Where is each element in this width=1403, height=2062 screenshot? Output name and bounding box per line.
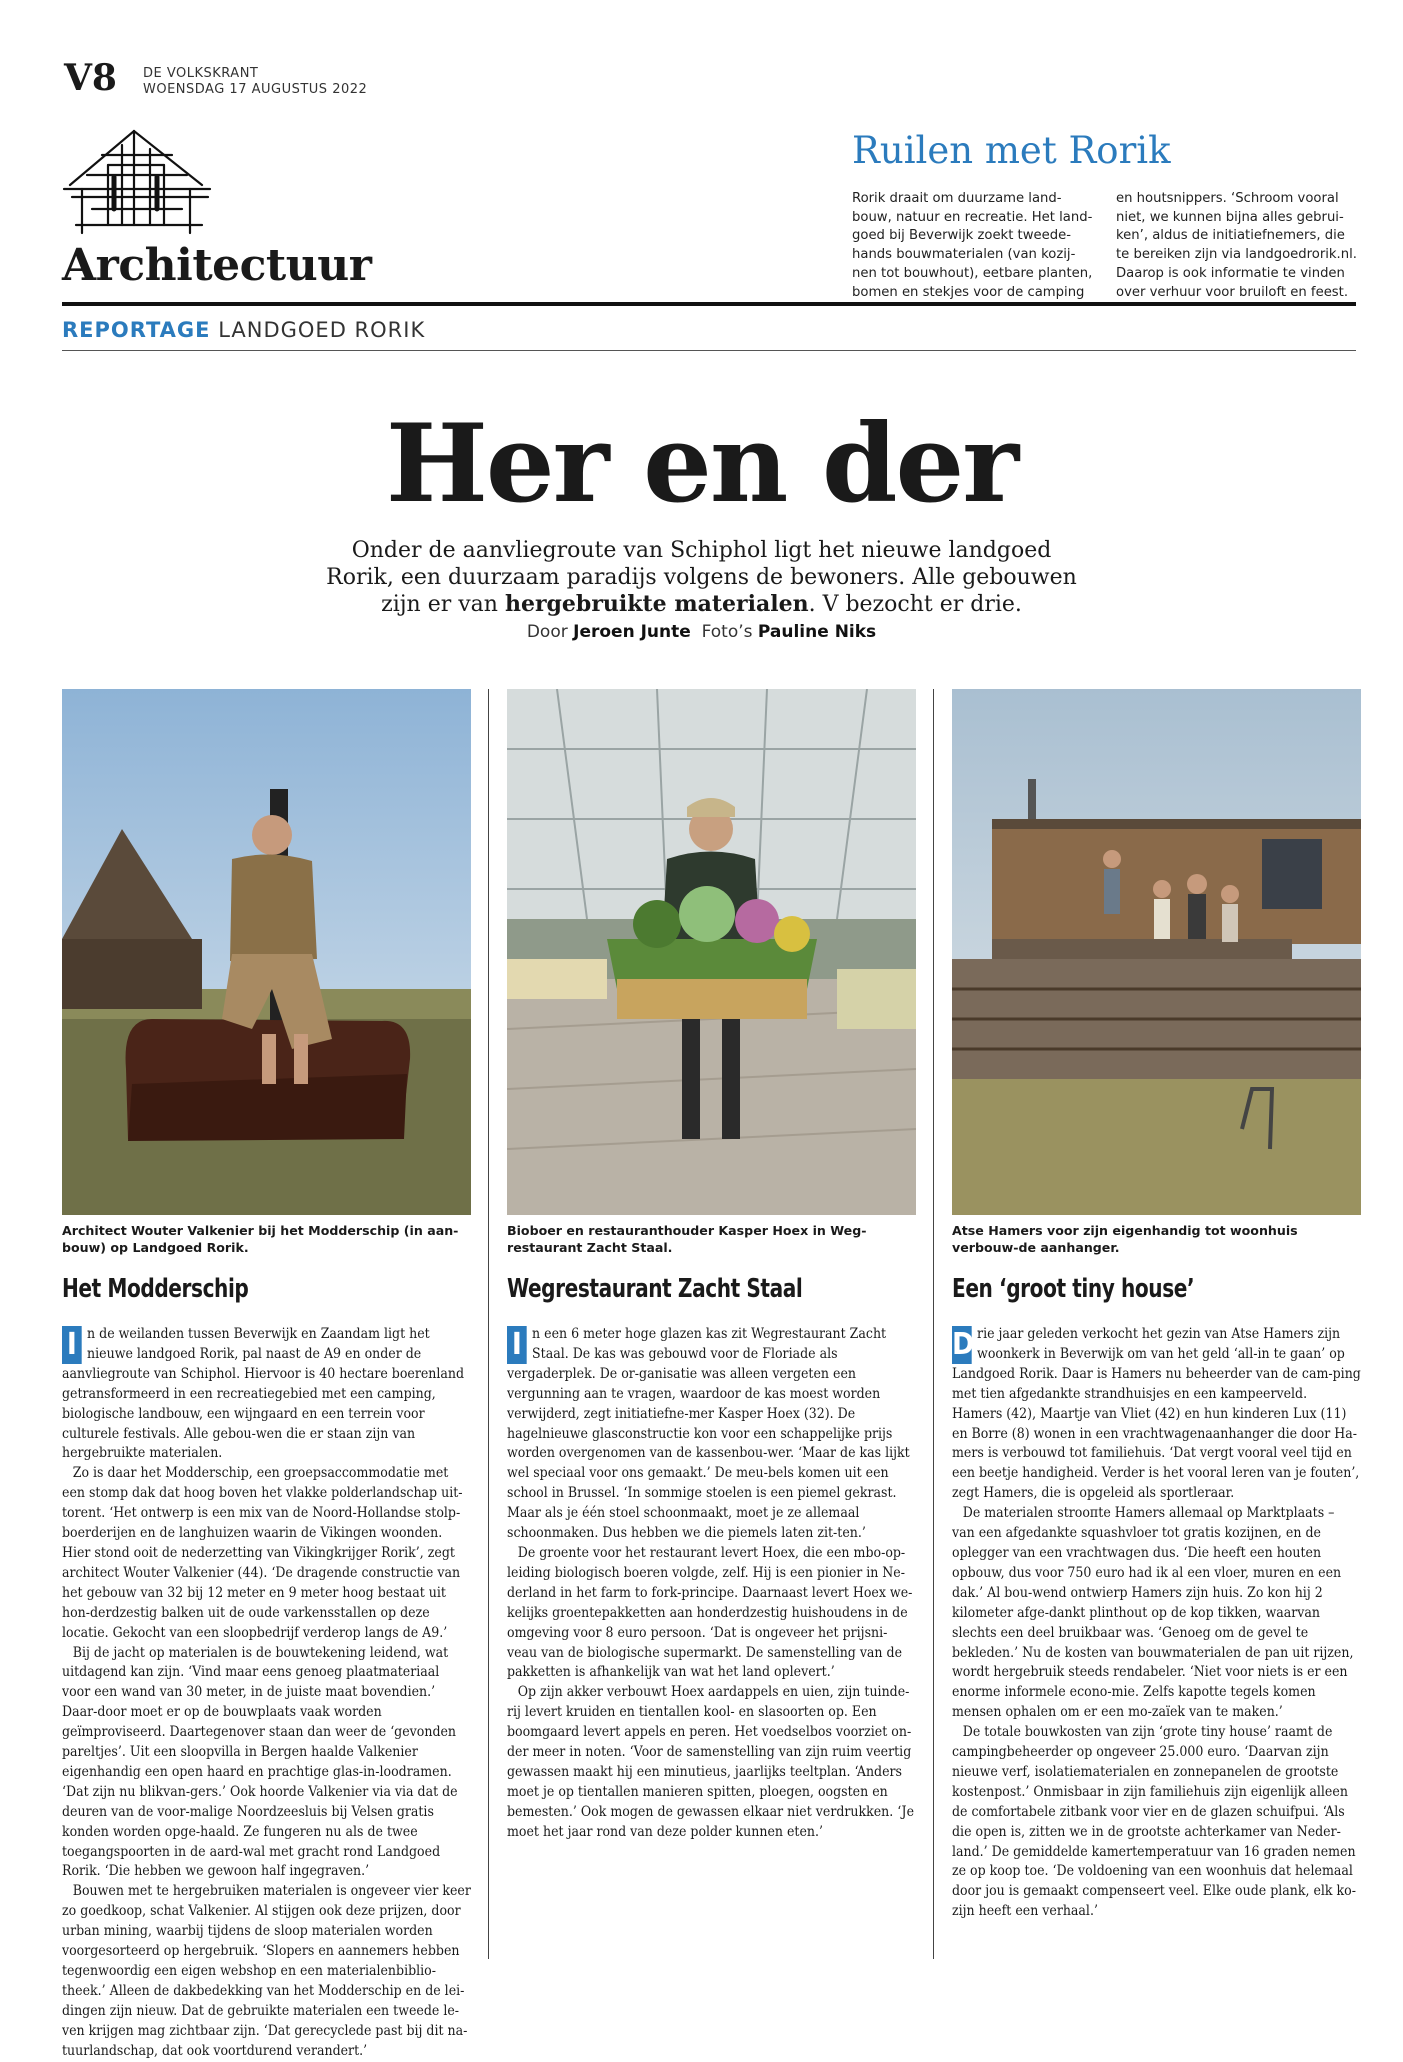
paragraph [507, 1325, 916, 1544]
paragraph: Bij de jacht op materialen is de bouwtekening leidend, wat uitdagend kan zijn. ‘Vind maar eens genoeg plaatmateriaal voor een wand van 30 meter, in de juiste maat bovendien.’ Daar-door moet er op de bouwplaats vaak worden geïmproviseerd. Daartegenover staan dan weer de ‘gevonden pareltjes’. Uit een sloopvilla in Bergen haalde Valkenier eigenhandig een open haard en prachtige glas-in-loodramen. ‘Dat zijn nu blikvan-gers.’ Ook hoorde Valkenier via via dat de deuren van de voor-malige Noordzeesluis bij Velsen gratis konden worden opge-haald. Ze fungeren nu als de twee toegangspoorten in de aard-wal met gracht rond Landgoed Rorik. ‘Die hebben we gewoon half ingegraven.’ [62, 1644, 458, 1880]
paragraph: De totale bouwkosten van zijn ‘grote tiny house’ raamt de campingbeheerder op ongeveer 25.000 euro. ‘Daarvan zijn nieuwe verf, isolatiematerialen en zonnepanelen de grootste kostenpost.’ Onmisbaar in zijn familiehuis zijn eigenlijk alleen de comfortabele zitbank voor vier en de glazen schuifpui. ‘Als die open is, zitten we in de grootste achterkamer van Neder-land.’ De gemiddelde kamertemperatuur van 16 graden nemen ze op koop toe. ‘De voldoening van een woonhuis dat helemaal door jou is gemaakt compenseert veel. Elke oude plank, elk ko-zijn heeft een verhaal.’ [952, 1724, 1356, 1920]
page-number: V8 [64, 57, 117, 99]
photo-modderschip [62, 689, 471, 1215]
column-rule [488, 689, 489, 1959]
sidebar-box-title: Ruilen met Rorik [852, 129, 1171, 172]
architecture-sketch-logo [62, 125, 212, 237]
section-title: Architectuur [62, 240, 372, 291]
publication-name: DE VOLKSKRANT [143, 66, 259, 81]
kicker-label: REPORTAGE [62, 318, 211, 342]
intro-text: Onder de aanvliegroute van Schiphol ligt het nieuwe landgoed Rorik, een duurzaam paradijs volgens de bewoners. Alle gebouwen zijn er van [326, 538, 1077, 617]
photo-caption: Architect Wouter Valkenier bij het Modderschip (in aan-bouw) op Landgoed Rorik. [62, 1223, 459, 1255]
byline [320, 622, 1083, 642]
photo-tiny-house [952, 689, 1361, 1215]
sidebar-box-text-col1: Rorik draait om duurzame land-bouw, natuur en recreatie. Het land-goed bij Beverwijk zoekt tweede-hands bouwmaterialen (van kozij-nen tot bouwhout), eetbare planten, bomen en stekjes voor de camping [852, 191, 1093, 300]
column-rule [933, 689, 934, 1959]
subhead: Het Modderschip [62, 1274, 249, 1304]
byline-fotos: Foto’s [701, 622, 753, 642]
paragraph: De groente voor het restaurant levert Hoex, die een mbo-op-leiding biologisch boeren volgde, zelf. Hij is een pionier in Ne-derland in het farm to fork-principe. Daarnaast levert Hoex we-kelijks groentepakketten aan honderdzestig huishoudens in de omgeving voor 8 euro persoon. ‘Dat is ongeveer het prijsni-veau van de biologische supermarkt. De samenstelling van de pakketten is afhankelijk van wat het land oplevert.’ [507, 1544, 913, 1681]
intro [320, 537, 1083, 618]
paragraph: Bouwen met te hergebruiken materialen is ongeveer vier keer zo goedkoop, schat Valkenier. Al stijgen ook deze prijzen, door urban mining, waarbij tijdens de sloop materialen worden voorgesorteerd op hergebruik. ‘Slopers en aannemers hebben tegenwoordig een eigen webshop en een materialenbiblio-theek.’ Alleen de dakbedekking van het Modderschip en de lei-dingen zijn nieuw. Dat de gebruikte materialen een tweede le-ven krijgen mag zichtbaar zijn. ‘Dat gerecyclede past bij dit na-tuurlandschap, dat ook voortdurend verandert.’ [62, 1883, 471, 2059]
drop-cap: D [952, 1327, 975, 1362]
paragraph-text: n de weilanden tussen Beverwijk en Zaandam ligt het nieuwe landgoed Rorik, pal naast de A9 en onder de aanvliegroute van Schiphol. Hiervoor is 40 hectare boerenland getransformeerd in een recreatiegebied met een camping, biologische landbouw, een wijngaard en een terrein voor culturele festivals. Alle gebou-wen die er staan zijn van hergebruikte materialen. [62, 1326, 465, 1462]
drop-cap: I [62, 1326, 82, 1364]
intro-text-end: . V bezocht er drie. [808, 592, 1022, 617]
sidebar-box-text-col2: en houtsnippers. ‘Schroom vooral niet, we kunnen bijna alles gebrui-ken’, aldus de initiatiefnemers, die te bereiken zijn via landgoedrorik.nl. Daarop is ook informatie te vinden over verhuur voor bruiloft en feest. [1116, 191, 1357, 300]
subhead: Een ‘groot tiny house’ [952, 1274, 1195, 1304]
byline-author: Jeroen Junte [573, 622, 691, 642]
paragraph: Op zijn akker verbouwt Hoex aardappels en uien, zijn tuinde-rij levert kruiden en tientallen kool- en slasoorten op. Een boomgaard levert appels en peren. Het voedselbos voorziet on-der meer in noten. ‘Voor de samenstelling van zijn ruim veertig gewassen maakt hij een minutieus, jaarlijks teeltplan. ‘Anders moet je op tientallen manieren spitten, ploegen, oogsten en bemesten.’ Ook mogen de gewassen elkaar niet verdrukken. ‘Je moet het jaar rond van deze polder kunnen eten.’ [507, 1684, 915, 1840]
photo-caption: Atse Hamers voor zijn eigenhandig tot woonhuis verbouw-de aanhanger. [952, 1223, 1298, 1255]
article-column [507, 1325, 916, 1843]
kicker [62, 320, 425, 341]
section-rule [62, 302, 1356, 306]
paragraph [62, 1325, 471, 1464]
drop-cap: I [507, 1326, 527, 1364]
byline-photographer: Pauline Niks [757, 622, 877, 642]
publication-date: WOENSDAG 17 AUGUSTUS 2022 [143, 82, 368, 97]
kicker-topic: LANDGOED RORIK [218, 318, 426, 342]
byline-door: Door [526, 622, 568, 642]
subhead: Wegrestaurant Zacht Staal [507, 1274, 803, 1304]
article-column [952, 1325, 1361, 1922]
paragraph [952, 1325, 1361, 1504]
paragraph: De materialen strooпte Hamers allemaal op Marktplaats – van een afgedankte squashvloer tot gratis kozijnen, en de oplegger van een vrachtwagen dus. ‘Die heeft een houten opbouw, dus voor 750 euro had ik al een vloer, muren en een dak.’ Al bou-wend ontwierp Hamers zijn huis. Zo kon hij 2 kilometer afge-dankt plinthout op de kop tikken, waarvan slechts een deel bruikbaar was. ‘Genoeg om de gevel te bekleden.’ Nu de kosten van bouwmaterialen de pan uit rijzen, wordt hergebruik steeds rendabeler. ‘Niet voor niets is er een enorme informele econo-mie. Zelfs kapotte tegels komen mensen ophalen om er een mo-zaïek van te maken.’ [952, 1505, 1354, 1721]
headline: Her en der [385, 401, 1018, 527]
photo-caption: Bioboer en restauranthouder Kasper Hoex in Weg-restaurant Zacht Staal. [507, 1223, 867, 1255]
article-column [62, 1325, 471, 2062]
intro-bold: hergebruikte materialen [504, 591, 809, 617]
paragraph-text: n een 6 meter hoge glazen kas zit Wegrestaurant Zacht Staal. De kas was gebouwd voor de Floriade als vergaderplek. De or-ganisatie was alleen vergeten een vergunning aan te vragen, waardoor de kas moest worden verwijderd, zegt initiatiefne-mer Kasper Hoex (32). De hagelnieuwe glasconstructie kon voor een schappelijke prijs worden overgenomen van de kassenbou-wer. ‘Maar de kas lijkt wel speciaal voor ons gemaakt.’ De meu-bels komen uit een school in Brussel. ‘In sommige stoelen is een piemel gekrast. Maar als je één stoel schoonmaakt, moet je ze allemaal schoonmaken. Dus hebben we die piemels laten zit-ten.’ [507, 1326, 910, 1542]
kicker-rule [62, 350, 1356, 351]
paragraph-text: rie jaar geleden verkocht het gezin van Atse Hamers zijn woonkerk in Beverwijk om van het geld ‘all-in te gaan’ op Landgoed Rorik. Daar is Hamers nu beheerder van de cam-ping met tien afgedankte strandhuisjes en een kampeerveld. Hamers (42), Maartje van Vliet (42) en hun kinderen Lux (11) en Borre (8) wonen in een vrachtwagenaanhanger die door Ha-mers is verbouwd tot familiehuis. ‘Dat vergt vooral veel tijd en een beetje handigheid. Verder is het vooral leren van je fouten’, zegt Hamers, die is opgeleid als sportleraar. [952, 1326, 1361, 1502]
photo-greenhouse [507, 689, 916, 1215]
paragraph: Zo is daar het Modderschip, een groepsaccommodatie met een stomp dak dat hoog boven het vlakke polderlandschap uit-torent. ‘Het ontwerp is een mix van de Noord-Hollandse stolp-boerderijen en de langhuizen waarin de Vikingen woonden. Hier stond ooit de nederzetting van Vikingkrijger Rorik’, zegt architect Wouter Valkenier (44). ‘De dragende constructie van het gebouw van 32 bij 12 meter en 9 meter hoog bestaat uit hon-derdzestig balken uit de oude varkensstallen op deze locatie. Gekocht van een sloopbedrijf verderop langs de A9.’ [62, 1465, 463, 1641]
masthead [143, 66, 367, 98]
